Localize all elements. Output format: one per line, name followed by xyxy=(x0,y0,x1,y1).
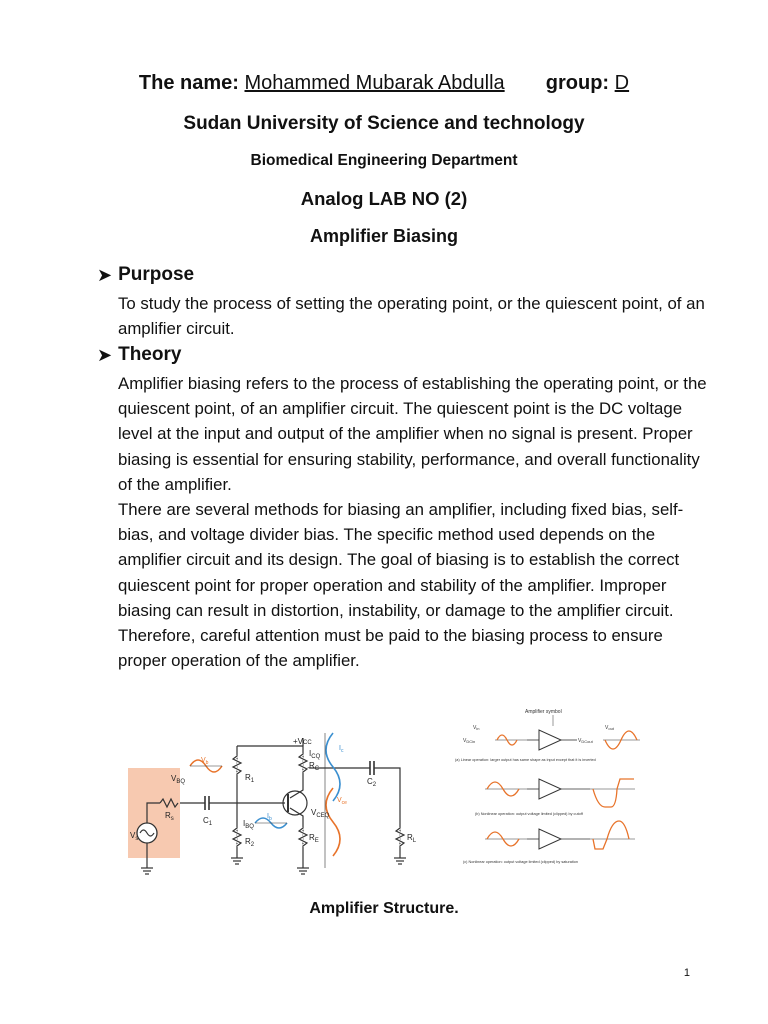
vdcin-label: $V_{DCin}$ xyxy=(463,738,476,744)
amplifier-triangle-icon xyxy=(539,730,561,750)
amplifier-triangle-icon xyxy=(539,829,561,849)
output-waveform-b xyxy=(593,779,634,807)
vs-label: $V_s$ xyxy=(130,831,139,842)
document-title: Amplifier Biasing xyxy=(309,226,459,246)
purpose-text xyxy=(118,291,708,341)
ib-label: $I_b$ xyxy=(267,813,272,822)
vbq-label: $V_{BQ}$ xyxy=(171,774,186,785)
caption-a: (a) Linear operation: larger output has same shape as input except that it is inverted xyxy=(455,758,596,762)
amplifier-circuit-diagram xyxy=(125,728,425,878)
re-label: $R_E$ xyxy=(309,833,319,844)
c2-label: $C_2$ xyxy=(367,777,377,788)
r2-label: $R_2$ xyxy=(245,837,255,848)
purpose-heading xyxy=(97,264,194,286)
theory-heading-text: Theory xyxy=(118,344,182,365)
arrow-bullet-icon: ➤ xyxy=(97,264,113,285)
vdcout-label: $V_{DCout}$ xyxy=(578,738,593,744)
icq-label: $I_{CQ}$ xyxy=(309,749,321,760)
group-value: D xyxy=(614,72,630,94)
group-label: group: xyxy=(545,72,610,94)
theory-paragraph-2: There are several methods for biasing an amplifier, including fixed bias, self-bias, and voltage divider bias. The specific method used depends on the amplifier circuit and its design. The goal of biasing is to establish the correct quiescent point for proper operation and stability of the amplifier. Improper biasing can result in distortion, instability, or damage to the amplifier circuit. Therefore, careful attention must be paid to the biasing process to ensure proper operation of the amplifier. xyxy=(118,500,684,671)
amplifier-triangle-icon xyxy=(539,779,561,799)
r1-label: $R_1$ xyxy=(245,773,255,784)
ic-label: $I_c$ xyxy=(339,745,344,754)
vceq-label: $V_{CEQ}$ xyxy=(311,808,330,819)
page-number: 1 xyxy=(683,967,690,979)
purpose-paragraph: To study the process of setting the operating point, or the quiescent point, of an amplifier circuit. xyxy=(118,294,705,339)
vb-label: $V_b$ xyxy=(201,757,209,766)
purpose-heading-text: Purpose xyxy=(118,264,195,285)
amplifier-symbol-diagram xyxy=(455,704,655,869)
lab-number: Analog LAB NO (2) xyxy=(300,188,468,209)
caption-b: (b) Nonlinear operation: output voltage limited (clipped) by cutoff xyxy=(475,812,583,816)
vcc-label: +VCC xyxy=(293,737,312,746)
ground-icon xyxy=(141,858,406,874)
university: Sudan University of Science and technology xyxy=(183,113,585,134)
department: Biomedical Engineering Department xyxy=(250,152,518,169)
name-line xyxy=(0,72,768,95)
caption-c: (c) Nonlinear operation: output voltage limited (clipped) by saturation xyxy=(463,860,579,864)
ibq-label: $I_{BQ}$ xyxy=(243,819,254,830)
vout-label: $V_{out}$ xyxy=(605,725,614,731)
output-waveform-c xyxy=(593,821,629,849)
figure-caption: Amplifier Structure. xyxy=(309,900,459,917)
rc-label: $R_C$ xyxy=(309,761,320,772)
name-value: Mohammed Mubarak Abdulla xyxy=(244,72,505,94)
theory-paragraph-1: Amplifier biasing refers to the process of establishing the operating point, or the quiescent point, of an amplifier circuit. The quiescent point is the DC voltage level at the input and output of the amplifier when no signal is present. Proper biasing is essential for ensuring stability, performance, and overall functionality of the amplifier. xyxy=(118,374,707,494)
theory-heading xyxy=(97,344,181,366)
icq-waveform xyxy=(326,733,340,801)
vin-label: $V_{in}$ xyxy=(473,725,480,731)
vce-label: $V_{ce}$ xyxy=(337,797,347,806)
rs-label: $R_s$ xyxy=(165,811,174,822)
name-label: The name: xyxy=(138,72,239,94)
theory-text xyxy=(118,371,708,673)
symbol-title: Amplifier symbol xyxy=(525,709,562,715)
arrow-bullet-icon: ➤ xyxy=(97,344,113,365)
rl-label: $R_L$ xyxy=(407,833,417,844)
c1-label: $C_1$ xyxy=(203,816,213,827)
